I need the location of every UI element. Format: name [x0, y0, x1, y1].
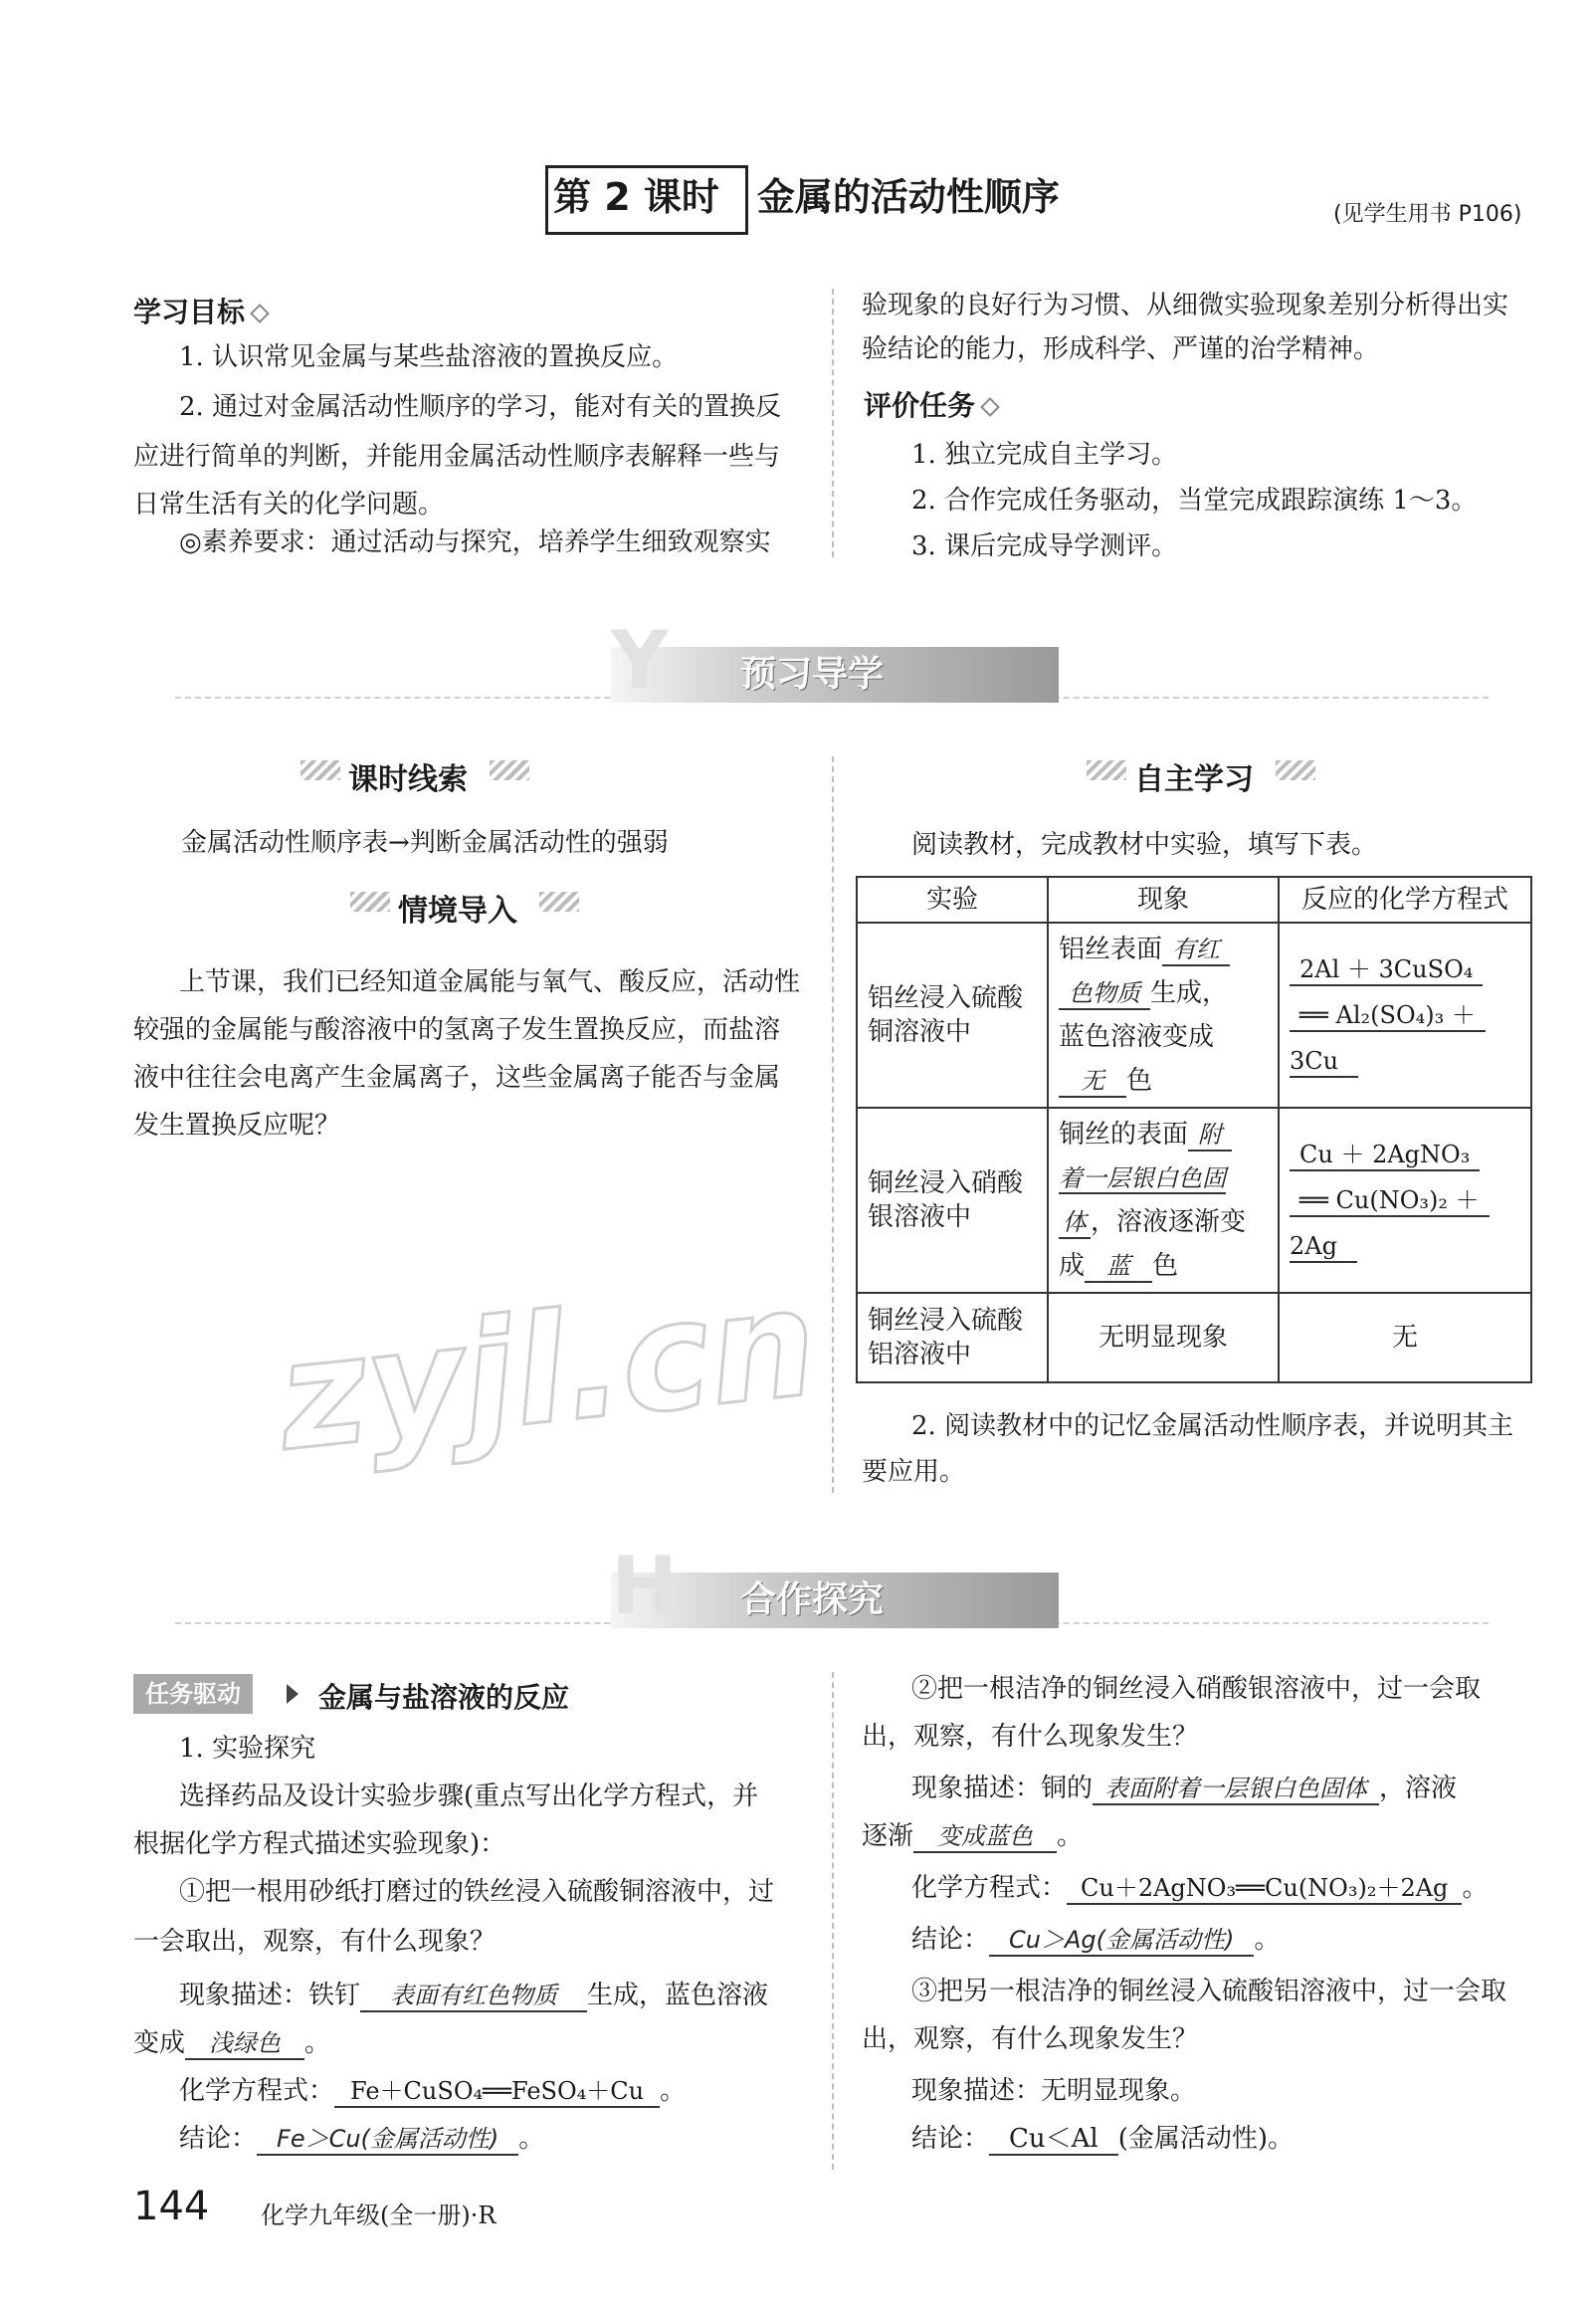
heading-stripes-icon — [539, 892, 579, 912]
heading-stripes-icon — [1087, 760, 1126, 780]
cell-line — [1290, 1177, 1520, 1223]
situation-line: 上节课，我们已经知道金属能与氧气、酸反应，活动性 — [179, 967, 801, 997]
heading-stripes-icon — [490, 760, 529, 780]
task-line — [862, 1819, 1083, 1853]
book-reference: (见学生用书 P106) — [1333, 202, 1522, 227]
heading-stripes-icon — [1276, 760, 1315, 780]
task-text: ，溶液 — [1379, 1774, 1458, 1803]
table-header: 实验 — [857, 877, 1048, 923]
task-text: 现象描述：铜的 — [911, 1774, 1094, 1803]
answer-blank: Cu＋2AgNO₃══Cu(NO₃)₂＋2Ag — [1067, 1873, 1462, 1905]
goal-item: 日常生活有关的化学问题。 — [133, 490, 445, 520]
heading-stripes-icon — [300, 760, 340, 780]
answer-blank: Fe＞Cu(金属活动性) — [257, 2124, 518, 2156]
arrow-right-icon — [287, 1684, 299, 1704]
column-divider — [832, 756, 834, 1493]
task-text: 化学方程式： — [911, 1873, 1068, 1903]
self-study-item2: 要应用。 — [862, 1457, 966, 1487]
task-line — [911, 2122, 1294, 2156]
answer-blank: Cu＞Ag(金属活动性) — [989, 1925, 1254, 1957]
answer-blank: 无 — [1059, 1066, 1126, 1098]
cell-line — [1290, 1223, 1520, 1269]
task-line: 根据化学方程式描述实验现象)： — [133, 1829, 506, 1859]
goal-continued: 验现象的良好行为习惯、从细微实验现象差别分析得出实 — [862, 291, 1509, 320]
cell-line: 银溶液中 — [868, 1202, 972, 1232]
situation-line: 发生置换反应呢？ — [133, 1111, 341, 1141]
table-cell-equation — [1279, 1108, 1531, 1293]
banner-label: 合作探究 — [740, 1579, 885, 1620]
task-text: 生成，蓝色溶液 — [587, 1981, 769, 2010]
task-text: 。 — [1462, 1873, 1489, 1903]
cell-text: 铜丝的表面 — [1059, 1120, 1189, 1150]
evaluation-item: 2. 合作完成任务驱动，当堂完成跟踪演练 1～3。 — [911, 486, 1478, 516]
cell-line — [1059, 1200, 1268, 1244]
table-row — [857, 1108, 1531, 1293]
task-text: 结论： — [911, 1925, 990, 1955]
table-cell-phenomenon — [1048, 1108, 1279, 1293]
task-text: (金属活动性)。 — [1117, 2124, 1295, 2154]
task-text: 。 — [1057, 1821, 1084, 1851]
banner-letter: H — [611, 1540, 678, 1632]
cell-line: 铝溶液中 — [868, 1340, 972, 1369]
task-line: 出，观察，有什么现象发生？ — [862, 1722, 1199, 1752]
evaluation-item: 1. 独立完成自主学习。 — [911, 440, 1178, 470]
answer-blank: ══ Cu(NO₃)₂ ＋ — [1290, 1185, 1490, 1217]
cell-line: 蓝色溶液变成 — [1059, 1022, 1215, 1052]
goals-heading: 学习目标 — [133, 291, 267, 330]
cell-line: 铝丝浸入硫酸 — [868, 983, 1024, 1013]
cell-line: 铜丝浸入硝酸 — [868, 1168, 1024, 1198]
banner-label: 预习导学 — [740, 654, 885, 695]
goal-item: 2. 通过对金属活动性顺序的学习，能对有关的置换反 — [179, 392, 782, 422]
table-cell-equation: 无 — [1279, 1293, 1531, 1382]
task-line: ②把一根洁净的铜丝浸入硝酸银溶液中，过一会取 — [911, 1674, 1482, 1704]
table-cell-experiment — [857, 1108, 1048, 1293]
section-banner-preview — [611, 614, 1059, 707]
task-line: 1. 实验探究 — [179, 1734, 316, 1764]
answer-blank: 有红 — [1162, 935, 1230, 966]
cell-line — [1059, 971, 1268, 1015]
evaluation-item: 3. 课后完成导学测评。 — [911, 531, 1178, 561]
answer-blank: Cu＜Al — [989, 2124, 1118, 2156]
answer-blank: 着一层银白色固 — [1059, 1164, 1226, 1192]
evaluation-heading: 评价任务 — [864, 384, 997, 424]
task-text: 变成 — [133, 2028, 186, 2058]
task-line — [179, 2074, 686, 2108]
task-line — [911, 1871, 1488, 1905]
answer-blank: Fe＋CuSO₄══FeSO₄＋Cu — [334, 2076, 660, 2108]
answer-blank: 浅绿色 — [185, 2028, 304, 2060]
answer-blank: 附 — [1188, 1120, 1232, 1152]
self-study-item2: 2. 阅读教材中的记忆金属活动性顺序表，并说明其主 — [911, 1411, 1514, 1441]
page-number: 144 — [133, 2184, 210, 2229]
task-tag: 任务驱动 — [133, 1674, 253, 1714]
task-text: 。 — [518, 2124, 545, 2154]
table-cell-experiment — [857, 923, 1048, 1108]
clue-text: 金属活动性顺序表→判断金属活动性的强弱 — [181, 828, 669, 858]
cell-line — [1059, 1113, 1268, 1156]
table-cell-phenomenon — [1048, 923, 1279, 1108]
answer-blank: 2Ag — [1290, 1231, 1357, 1263]
task-line — [911, 1923, 1280, 1957]
task-text: 逐渐 — [862, 1821, 914, 1851]
table-cell-phenomenon: 无明显现象 — [1048, 1293, 1279, 1382]
heading-stripes-icon — [350, 892, 390, 912]
cell-text: 色 — [1152, 1251, 1179, 1281]
column-divider — [832, 1672, 834, 2170]
cell-line — [1059, 1059, 1268, 1103]
cell-line — [1059, 928, 1268, 971]
task-text: 现象描述：铁钉 — [179, 1981, 361, 2010]
goal-continued: 验结论的能力，形成科学、严谨的治学精神。 — [862, 334, 1380, 364]
cell-text: 色 — [1126, 1066, 1153, 1096]
task-text: 化学方程式： — [179, 2076, 335, 2106]
answer-blank: ══ Al₂(SO₄)₃ ＋ — [1290, 1000, 1486, 1032]
clue-heading: 课时线索 — [348, 754, 468, 798]
table-row — [857, 923, 1531, 1108]
answer-blank: 变成蓝色 — [913, 1821, 1057, 1853]
lesson-title: 第 2 课时 金属的活动性顺序 — [553, 175, 1060, 219]
task-text: 结论： — [911, 2124, 990, 2154]
cell-text: 铝丝表面 — [1059, 935, 1163, 964]
task-title: 金属与盐溶液的反应 — [318, 1681, 570, 1714]
task-text: 结论： — [179, 2124, 258, 2154]
table-cell-experiment — [857, 1293, 1048, 1382]
cell-text: 生成， — [1150, 978, 1229, 1008]
self-study-heading: 自主学习 — [1134, 754, 1254, 798]
cell-text: ，溶液逐渐变 — [1091, 1207, 1247, 1237]
task-line: 一会取出，观察，有什么现象？ — [133, 1927, 497, 1957]
answer-blank: 色物质 — [1059, 978, 1150, 1010]
experiment-table — [856, 876, 1532, 1383]
cell-line — [1059, 1244, 1268, 1288]
cell-line — [1290, 992, 1520, 1038]
task-line: ①把一根用砂纸打磨过的铁丝浸入硫酸铜溶液中，过 — [179, 1877, 775, 1907]
table-cell-equation — [1279, 923, 1531, 1108]
cell-line: 铜溶液中 — [868, 1017, 972, 1047]
answer-blank: 蓝 — [1085, 1251, 1152, 1283]
task-text: 。 — [660, 2076, 687, 2106]
task-text: 。 — [1254, 1925, 1281, 1955]
task-line: 出，观察，有什么现象发生？ — [862, 2024, 1199, 2054]
cell-line — [1290, 946, 1520, 992]
answer-blank: 表面附着一层银白色固体 — [1093, 1774, 1379, 1805]
table-header: 反应的化学方程式 — [1279, 877, 1531, 923]
cell-text: 成 — [1059, 1251, 1086, 1281]
task-line — [911, 1772, 1457, 1805]
watermark: zyjl.cn — [271, 1256, 825, 1485]
answer-blank: 3Cu — [1290, 1046, 1358, 1078]
banner-letter: Y — [611, 614, 669, 707]
diamond-icon — [980, 397, 1000, 417]
book-name: 化学九年级(全一册)·R — [261, 2201, 497, 2229]
goal-item: 1. 认识常见金属与某些盐溶液的置换反应。 — [179, 342, 679, 372]
task-line: 选择药品及设计实验步骤(重点写出化学方程式，并 — [179, 1781, 759, 1811]
answer-blank: 体 — [1059, 1207, 1091, 1239]
task-line — [179, 2122, 544, 2156]
self-study-intro: 阅读教材，完成教材中实验，填写下表。 — [911, 830, 1378, 860]
section-banner-cooperation — [611, 1540, 1059, 1632]
table-header: 现象 — [1048, 877, 1279, 923]
task-line: ③把另一根洁净的铜丝浸入硫酸铝溶液中，过一会取 — [911, 1977, 1507, 2006]
goal-item: ◎素养要求：通过活动与探究，培养学生细致观察实 — [179, 527, 771, 557]
situation-heading: 情境导入 — [398, 886, 517, 930]
answer-blank: 表面有红色物质 — [360, 1981, 587, 2012]
table-row — [857, 1293, 1531, 1382]
answer-blank: 2Al ＋ 3CuSO₄ — [1290, 954, 1483, 986]
cell-line — [1290, 1038, 1520, 1084]
cell-line — [1059, 1156, 1268, 1200]
task-line — [179, 1979, 768, 2012]
cell-line: 铜丝浸入硫酸 — [868, 1306, 1024, 1336]
task-line: 现象描述：无明显现象。 — [911, 2076, 1197, 2106]
answer-blank: Cu ＋ 2AgNO₃ — [1290, 1140, 1480, 1171]
task-text: 。 — [304, 2028, 331, 2058]
situation-line: 液中往往会电离产生金属离子，这些金属离子能否与金属 — [133, 1063, 781, 1093]
task-line — [133, 2026, 330, 2060]
cell-line — [1290, 1132, 1520, 1177]
column-divider — [832, 289, 834, 557]
situation-line: 较强的金属能与酸溶液中的氢离子发生置换反应，而盐溶 — [133, 1015, 781, 1045]
goal-item: 应进行简单的判断，并能用金属活动性顺序表解释一些与 — [133, 442, 781, 472]
diamond-icon — [250, 304, 270, 323]
